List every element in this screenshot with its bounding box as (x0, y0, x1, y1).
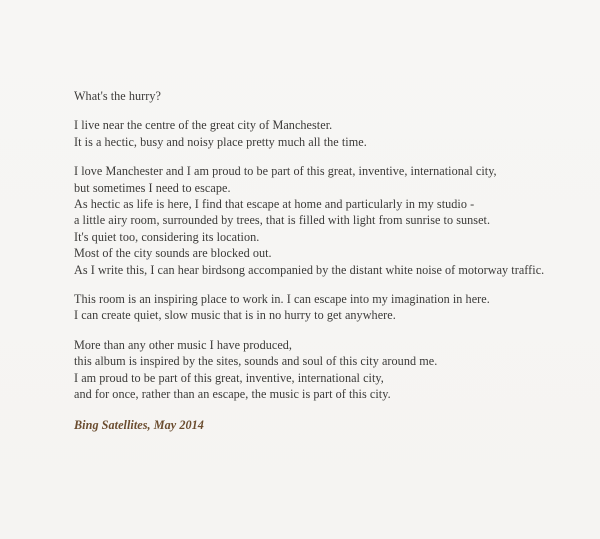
text-line: this album is inspired by the sites, sounds and soul of this city around me. (74, 354, 438, 369)
document-title: What's the hurry? (74, 89, 161, 103)
text-line: I live near the centre of the great city of Manchester. (74, 118, 333, 133)
liner-notes (74, 88, 554, 433)
text-line: I love Manchester and I am proud to be part of this great, inventive, international city, (74, 164, 497, 179)
text-line: Most of the city sounds are blocked out. (74, 246, 272, 261)
text-line: but sometimes I need to escape. (74, 180, 231, 195)
text-line: More than any other music I have produced, (74, 337, 293, 352)
signature: Bing Satellites, May 2014 (74, 417, 204, 432)
text-line: As I write this, I can hear birdsong accompanied by the distant white noise of motorway traffic. (74, 262, 545, 277)
text-line: It is a hectic, busy and noisy place pretty much all the time. (74, 134, 367, 149)
text-line: a little airy room, surrounded by trees, that is filled with light from sunrise to sunset. (74, 213, 491, 228)
text-line: As hectic as life is here, I find that escape at home and particularly in my studio - (74, 197, 475, 212)
text-line: and for once, rather than an escape, the music is part of this city. (74, 387, 391, 402)
paragraph-4 (74, 337, 554, 403)
text-line: This room is an inspiring place to work in. I can escape into my imagination in here. (74, 292, 490, 307)
paragraph-3 (74, 291, 554, 324)
paragraph-2 (74, 163, 554, 278)
text-line: I can create quiet, slow music that is in no hurry to get anywhere. (74, 308, 396, 323)
text-line: I am proud to be part of this great, inventive, international city, (74, 370, 384, 385)
text-line: It's quiet too, considering its location. (74, 229, 260, 244)
paragraph-1 (74, 117, 554, 150)
